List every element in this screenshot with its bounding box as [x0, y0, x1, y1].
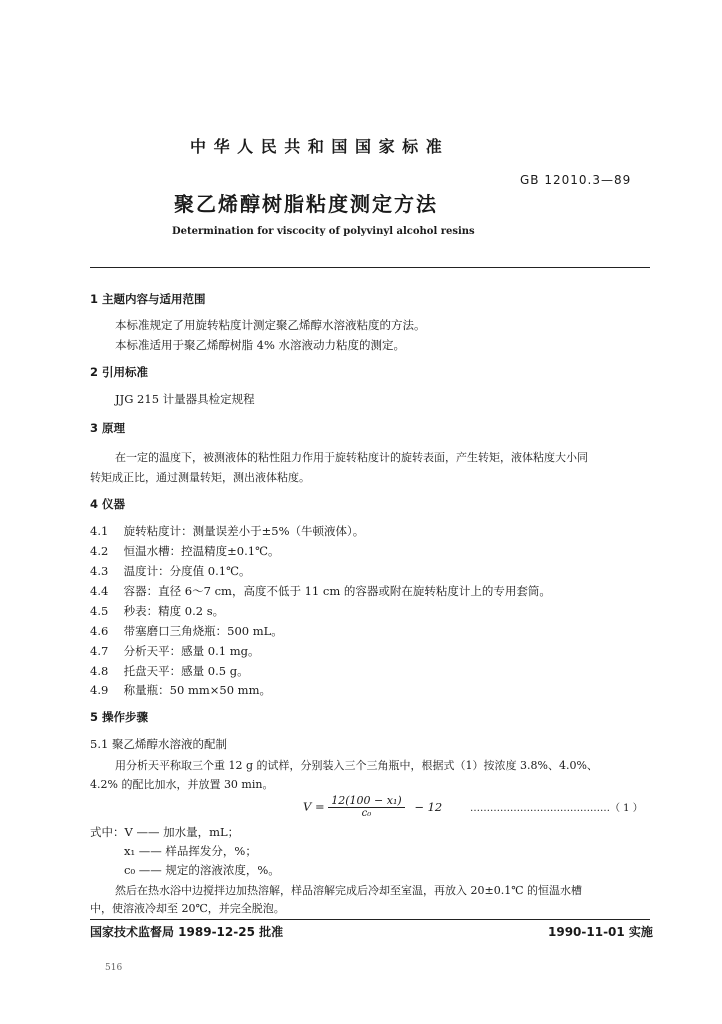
formula-where: x₁ —— 样品挥发分，%；	[124, 844, 257, 858]
item-text: 带塞磨口三角烧瓶：500 mL。	[123, 624, 283, 638]
item-number: 4.6	[90, 624, 109, 638]
section-1-paragraph: 本标准适用于聚乙烯醇树脂 4% 水溶液动力粘度的测定。	[115, 338, 406, 352]
footer-divider	[90, 919, 650, 920]
item-number: 4.7	[90, 644, 109, 658]
item-number: 4.3	[90, 564, 109, 578]
instrument-item	[90, 543, 279, 559]
item-text: 秒表：精度 0.2 s。	[123, 604, 225, 618]
section-1-paragraph: 本标准规定了用旋转粘度计测定聚乙烯醇水溶液粘度的方法。	[115, 318, 426, 332]
formula	[303, 794, 442, 819]
item-text: 温度计：分度值 0.1℃。	[123, 564, 251, 578]
instrument-item	[90, 643, 260, 659]
instrument-item	[90, 663, 249, 679]
item-number: 4.4	[90, 584, 109, 598]
instrument-item	[90, 623, 283, 639]
section-2-heading: 2 引用标准	[90, 365, 149, 379]
section-5-paragraph: 然后在热水浴中边搅拌边加热溶解，样品溶解完成后冷却至室温，再放入 20±0.1℃ 的恒温水槽	[115, 884, 583, 897]
formula-fraction	[328, 794, 404, 819]
instrument-item	[90, 682, 271, 698]
formula-lhs: V =	[303, 799, 325, 814]
section-3-paragraph: 转矩成正比，通过测量转矩，测出液体粘度。	[90, 471, 310, 484]
formula-number: ……………………………………（ 1 ）	[470, 803, 643, 814]
subsection-heading: 5.1 聚乙烯醇水溶液的配制	[90, 737, 227, 751]
item-text: 恒温水槽：控温精度±0.1℃。	[123, 544, 280, 558]
instrument-item	[90, 563, 250, 579]
item-number: 4.9	[90, 683, 109, 697]
item-number: 4.5	[90, 604, 109, 618]
formula-denominator: c₀	[361, 808, 372, 819]
document-title: 聚乙烯醇树脂粘度测定方法	[174, 192, 438, 216]
item-number: 4.2	[90, 544, 109, 558]
item-number: 4.8	[90, 664, 109, 678]
section-5-paragraph: 中，使溶液冷却至 20℃，并完全脱泡。	[90, 902, 285, 915]
section-5-paragraph: 用分析天平称取三个重 12 g 的试样，分别装入三个三角瓶中，根据式（1）按浓度 3.8%、4.0%、	[115, 759, 598, 772]
section-4-heading: 4 仪器	[90, 497, 126, 511]
item-text: 容器：直径 6～7 cm，高度不低于 11 cm 的容器或附在旋转粘度计上的专用套筒。	[123, 584, 551, 598]
national-standard-heading: 中 华 人 民 共 和 国 国 家 标 准	[190, 137, 443, 156]
document-title-english: Determination for viscocity of polyvinyl alcohol resins	[172, 226, 475, 237]
item-text: 分析天平：感量 0.1 mg。	[123, 644, 260, 658]
header-divider	[90, 267, 650, 268]
section-1-heading: 1 主题内容与适用范围	[90, 292, 206, 306]
instrument-item	[90, 603, 224, 619]
section-2-paragraph: JJG 215 计量器具检定规程	[115, 392, 255, 406]
item-text: 旋转粘度计：测量误差小于±5%（牛顿液体）。	[123, 524, 365, 538]
section-5-heading: 5 操作步骤	[90, 710, 149, 724]
formula-where: c₀ —— 规定的溶液浓度，%。	[124, 863, 280, 877]
item-text: 托盘天平：感量 0.5 g。	[123, 664, 249, 678]
section-3-paragraph: 在一定的温度下，被测液体的粘性阻力作用于旋转粘度计的旋转表面，产生转矩，液体粘度大小同	[115, 451, 588, 464]
implementation-date: 1990-11-01 实施	[548, 925, 653, 939]
standard-code: GB 12010.3—89	[520, 173, 632, 187]
formula-tail: − 12	[414, 799, 443, 814]
section-5-paragraph: 4.2% 的配比加水，并放置 30 min。	[90, 778, 274, 791]
instrument-item	[90, 523, 364, 539]
section-3-heading: 3 原理	[90, 421, 126, 435]
formula-where: 式中：V —— 加水量，mL；	[90, 825, 240, 839]
item-text: 称量瓶：50 mm×50 mm。	[123, 683, 271, 697]
item-number: 4.1	[90, 524, 109, 538]
formula-numerator: 12(100 − x₁)	[328, 794, 404, 808]
page-number: 516	[105, 963, 123, 973]
instrument-item	[90, 583, 551, 599]
approval-date: 国家技术监督局 1989-12-25 批准	[90, 925, 284, 939]
